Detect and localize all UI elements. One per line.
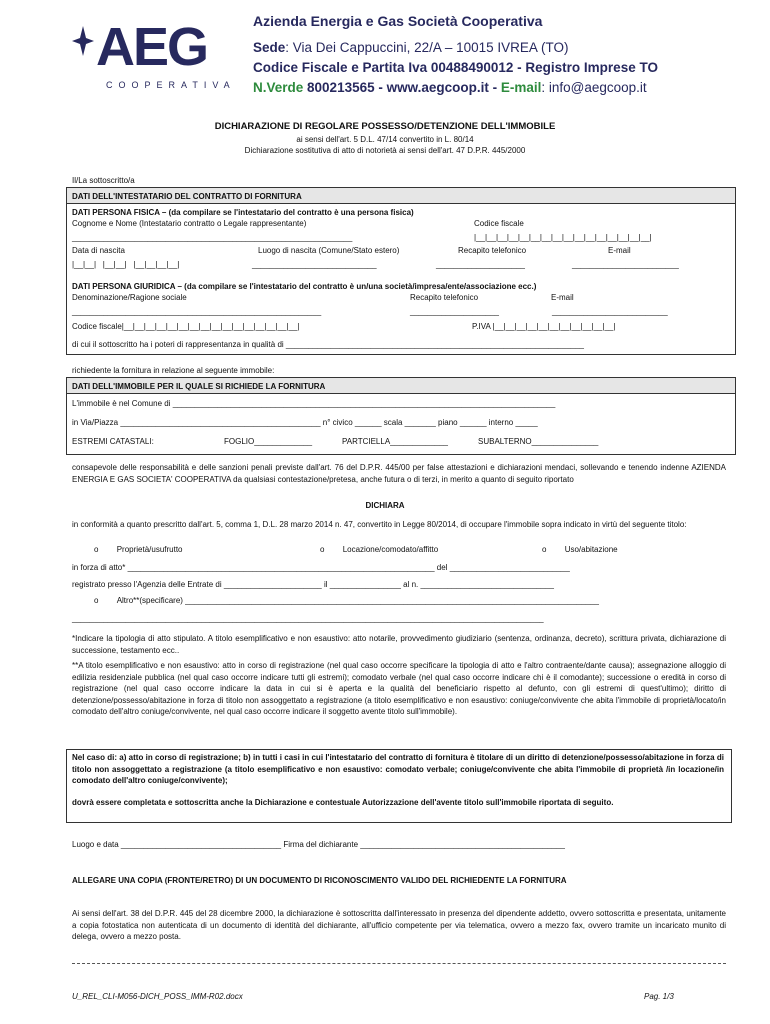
company-name: Azienda Energia e Gas Società Cooperativa bbox=[253, 13, 543, 29]
dashed-divider bbox=[72, 963, 726, 964]
luogo-nascita-label: Luogo di nascita (Comune/Stato estero) bbox=[258, 246, 400, 255]
email-field-label: E-mail bbox=[608, 246, 631, 255]
pf-name-field[interactable]: _______________________________________________________________ bbox=[72, 233, 353, 242]
foglio-field[interactable]: FOGLIO_____________ bbox=[224, 437, 313, 446]
pg-email-field[interactable]: __________________________ bbox=[552, 307, 668, 316]
numero-verde-value: 800213565 - www.aegcoop.it - bbox=[303, 80, 501, 95]
logo-subtitle: COOPERATIVA bbox=[106, 80, 236, 90]
pf-cf-field[interactable]: |__|__|__|__|__|__|__|__|__|__|__|__|__|__|__|__| bbox=[474, 233, 652, 242]
boxed-note-p1: Nel caso di: a) atto in corso di registrazione; b) in tutti i casi in cui l'intestatario del contratto di fornitura è titolare di un diritto di detenzione/possesso/abitazione in forza di titolo non assoggettato a registrazione (a titolo esemplificativo e non esaustivo: comodato verbale; coniuge/convivente che abita l'immobile di proprietà /in locazione/in comodato dell'altro coniuge/convivente); bbox=[72, 753, 724, 785]
luogo-firma-field[interactable]: Luogo e data ____________________________________ Firma del dichiarante ______________________________________________ bbox=[72, 840, 565, 849]
radio-icon[interactable]: o bbox=[542, 545, 547, 554]
richiede-text: richiedente la fornitura in relazione al seguente immobile: bbox=[72, 366, 275, 375]
allegare-text: ALLEGARE UNA COPIA (FRONTE/RETRO) DI UN DOCUMENTO DI RICONOSCIMENTO VALIDO DEL RICHIEDENTE LA FORNITURA bbox=[72, 876, 567, 885]
footer-page: Pag. 1/3 bbox=[644, 992, 674, 1001]
option-locazione-label: Locazione/comodato/affitto bbox=[342, 545, 439, 554]
option-proprieta-label: Proprietà/usufrutto bbox=[116, 545, 183, 554]
intro-text: Il/La sottoscritto/a bbox=[72, 176, 135, 185]
pg-denom-field[interactable]: ________________________________________________________ bbox=[72, 307, 322, 316]
email-field[interactable]: ________________________ bbox=[572, 260, 679, 269]
section-intestatario-header: DATI DELL'INTESTATARIO DEL CONTRATTO DI FORNITURA bbox=[72, 192, 302, 201]
consapevole-text: consapevole delle responsabilità e delle sanzioni penali previste dall'art. 76 del D.P.R. 445/00 per false attestazioni e dichiarazioni mendaci, sollevando e tenendo indenne AZIENDA ENERGIA E GAS SOCIETA' COOPERATIVA da qualsiasi contestazione/pretesa, anche futura o di terzi, in merito a quanto di seguito riportato bbox=[72, 463, 726, 484]
estremi-label: ESTREMI CATASTALI: bbox=[72, 437, 154, 446]
comune-field[interactable]: L'immobile è nel Comune di ______________________________________________________________________________________ bbox=[72, 399, 556, 408]
data-nascita-field[interactable]: |__|__| |__|__| |__|__|__|__| bbox=[72, 260, 180, 269]
title-sub1: ai sensi dell'art. 5 D.L. 47/14 convertito in L. 80/14 bbox=[296, 135, 474, 144]
pf-title: DATI PERSONA FISICA – (da compilare se l'intestatario del contratto è una persona fisica) bbox=[72, 208, 414, 217]
sede-label: Sede bbox=[253, 40, 286, 55]
registrato-field[interactable]: registrato presso l'Agenzia delle Entrate di ______________________ il ________________ al n. ______________________________ bbox=[72, 580, 554, 589]
via-field[interactable]: in Via/Piazza _____________________________________________ n° civico ______ scala _______ piano ______ interno _____ bbox=[72, 418, 538, 427]
pg-qualita-field[interactable]: di cui il sottoscritto ha i poteri di rappresentanza in qualità di ___________________________________________________________________ bbox=[72, 340, 584, 349]
pg-denom-label: Denominazione/Ragione sociale bbox=[72, 293, 187, 302]
pg-recapito-label: Recapito telefonico bbox=[410, 293, 479, 302]
pf-cf-label: Codice fiscale bbox=[474, 219, 524, 228]
pg-email-label: E-mail bbox=[551, 293, 574, 302]
address-line bbox=[253, 40, 568, 55]
data-nascita-label: Data di nascita bbox=[72, 246, 125, 255]
pg-piva-field[interactable]: P.IVA |__|__|__|__|__|__|__|__|__|__|__| bbox=[472, 322, 616, 331]
note-altro: **A titolo esemplificativo e non esaustivo: atto in corso di registrazione (nel qual caso occorre specificare la tipologia di atto e l'altro contraente/dante causa); assegnazione alloggio di edilizia residenziale pubblica (nel qual caso occorre indicare tutti gli estremi); comodato verbale (nel qual caso occorre indicare chi è il comodante); successione o eredità in corso di registrazione (nel qual caso occorre indicare la data in cui si è aperta e la qualità del beneficiario rispetto al defunto, con gli estremi di quest'ultimo); diritto di detenzione/possesso/abitazione in forza di titolo non assoggettato a registrazione (a titolo esemplificativo e non esaustivo: coniuge/convivente che abita l'immobile di proprietà/locato/in comodato dell'altro coniuge/convivente, nel qual caso occorre indicare il soggetto avente titolo sull'immobile). bbox=[72, 661, 726, 716]
pg-title: DATI PERSONA GIURIDICA – (da compilare se l'intestatario del contratto è un/una società/impresa/ente/associazione ecc.) bbox=[72, 282, 537, 291]
particella-field[interactable]: PARTCIELLA_____________ bbox=[342, 437, 449, 446]
recapito-label: Recapito telefonico bbox=[458, 246, 527, 255]
conformita-text: in conformità a quanto prescritto dall'art. 5, comma 1, D.L. 28 marzo 2014 n. 47, convertito in Legge 80/2014, di occupare l'immobile sopra indicato in virtù del seguente titolo: bbox=[72, 520, 687, 529]
subalterno-field[interactable]: SUBALTERNO_______________ bbox=[478, 437, 599, 446]
option-proprieta[interactable] bbox=[94, 545, 183, 554]
radio-icon[interactable]: o bbox=[320, 545, 325, 554]
option-altro[interactable] bbox=[94, 596, 599, 605]
contact-line bbox=[253, 80, 647, 95]
sede-value: : Via Dei Cappuccini, 22/A – 10015 IVREA (TO) bbox=[285, 40, 569, 55]
option-uso-label: Uso/abitazione bbox=[564, 545, 618, 554]
logo-wordmark: AEG bbox=[96, 17, 208, 77]
dichiara-heading: DICHIARA bbox=[365, 501, 405, 510]
option-altro-label: Altro**(specificare) _____________________________________________________________________________________________ bbox=[116, 596, 599, 605]
recapito-field[interactable]: ____________________ bbox=[436, 260, 525, 269]
logo bbox=[72, 17, 236, 94]
note-atto: *Indicare la tipologia di atto stipulato. A titolo esemplificativo e non esaustivo: atto notarile, provvedimento giudiziario (sentenza, ordinanza, decreto), scrittura privata, dichiarazione di successione, testamento ecc.. bbox=[72, 634, 726, 655]
footer-filename: U_REL_CLI-M056-DICH_POSS_IMM-R02.docx bbox=[72, 992, 243, 1001]
option-locazione[interactable] bbox=[320, 545, 438, 554]
luogo-nascita-field[interactable]: ____________________________ bbox=[252, 260, 377, 269]
pg-recapito-field[interactable]: ____________________ bbox=[410, 307, 499, 316]
pg-cf-field[interactable]: Codice fiscale|__|__|__|__|__|__|__|__|__|__|__|__|__|__|__|__| bbox=[72, 322, 300, 331]
fiscal-line: Codice Fiscale e Partita Iva 00488490012 - Registro Imprese TO bbox=[253, 60, 658, 75]
pf-name-label: Cognome e Nome (Intestatario contratto o Legale rappresentante) bbox=[72, 219, 307, 228]
radio-icon[interactable]: o bbox=[94, 545, 99, 554]
altro-extra-line[interactable]: __________________________________________________________________________________________________________ bbox=[72, 614, 544, 623]
title-sub2: Dichiarazione sostitutiva di atto di notorietà ai sensi dell'art. 47 D.P.R. 445/2000 bbox=[244, 146, 526, 155]
email-label: E-mail bbox=[500, 80, 542, 95]
option-uso[interactable] bbox=[542, 545, 618, 554]
document-title: DICHIARAZIONE DI REGOLARE POSSESSO/DETENZIONE DELL'IMMOBILE bbox=[214, 121, 556, 132]
forza-atto-field[interactable]: in forza di atto* _____________________________________________________________________ del ___________________________ bbox=[72, 563, 570, 572]
art38-text: Ai sensi dell'art. 38 del D.P.R. 445 del 28 dicembre 2000, la dichiarazione è sottoscritta dall'interessato in presenza del dipendente addetto, ovvero sottoscritta e presentata, unitamente a copia fotostatica non autenticata di un documento di identità del dichiarante, all'ufficio competente per via telematica, ovvero a mezzo fax, ovvero tramite un incaricato munito di delega, ovvero a mezzo posta. bbox=[72, 909, 726, 941]
numero-verde-label: N.Verde bbox=[253, 80, 304, 95]
section-immobile-header: DATI DELL'IMMOBILE PER IL QUALE SI RICHIEDE LA FORNITURA bbox=[72, 382, 326, 391]
sparkle-icon bbox=[72, 26, 94, 56]
boxed-note-p2: dovrà essere completata e sottoscritta anche la Dichiarazione e contestuale Autorizzazione dell'avente titolo sull'immobile riportata di seguito. bbox=[72, 798, 614, 807]
email-value: : info@aegcoop.it bbox=[541, 80, 647, 95]
radio-icon[interactable]: o bbox=[94, 596, 99, 605]
